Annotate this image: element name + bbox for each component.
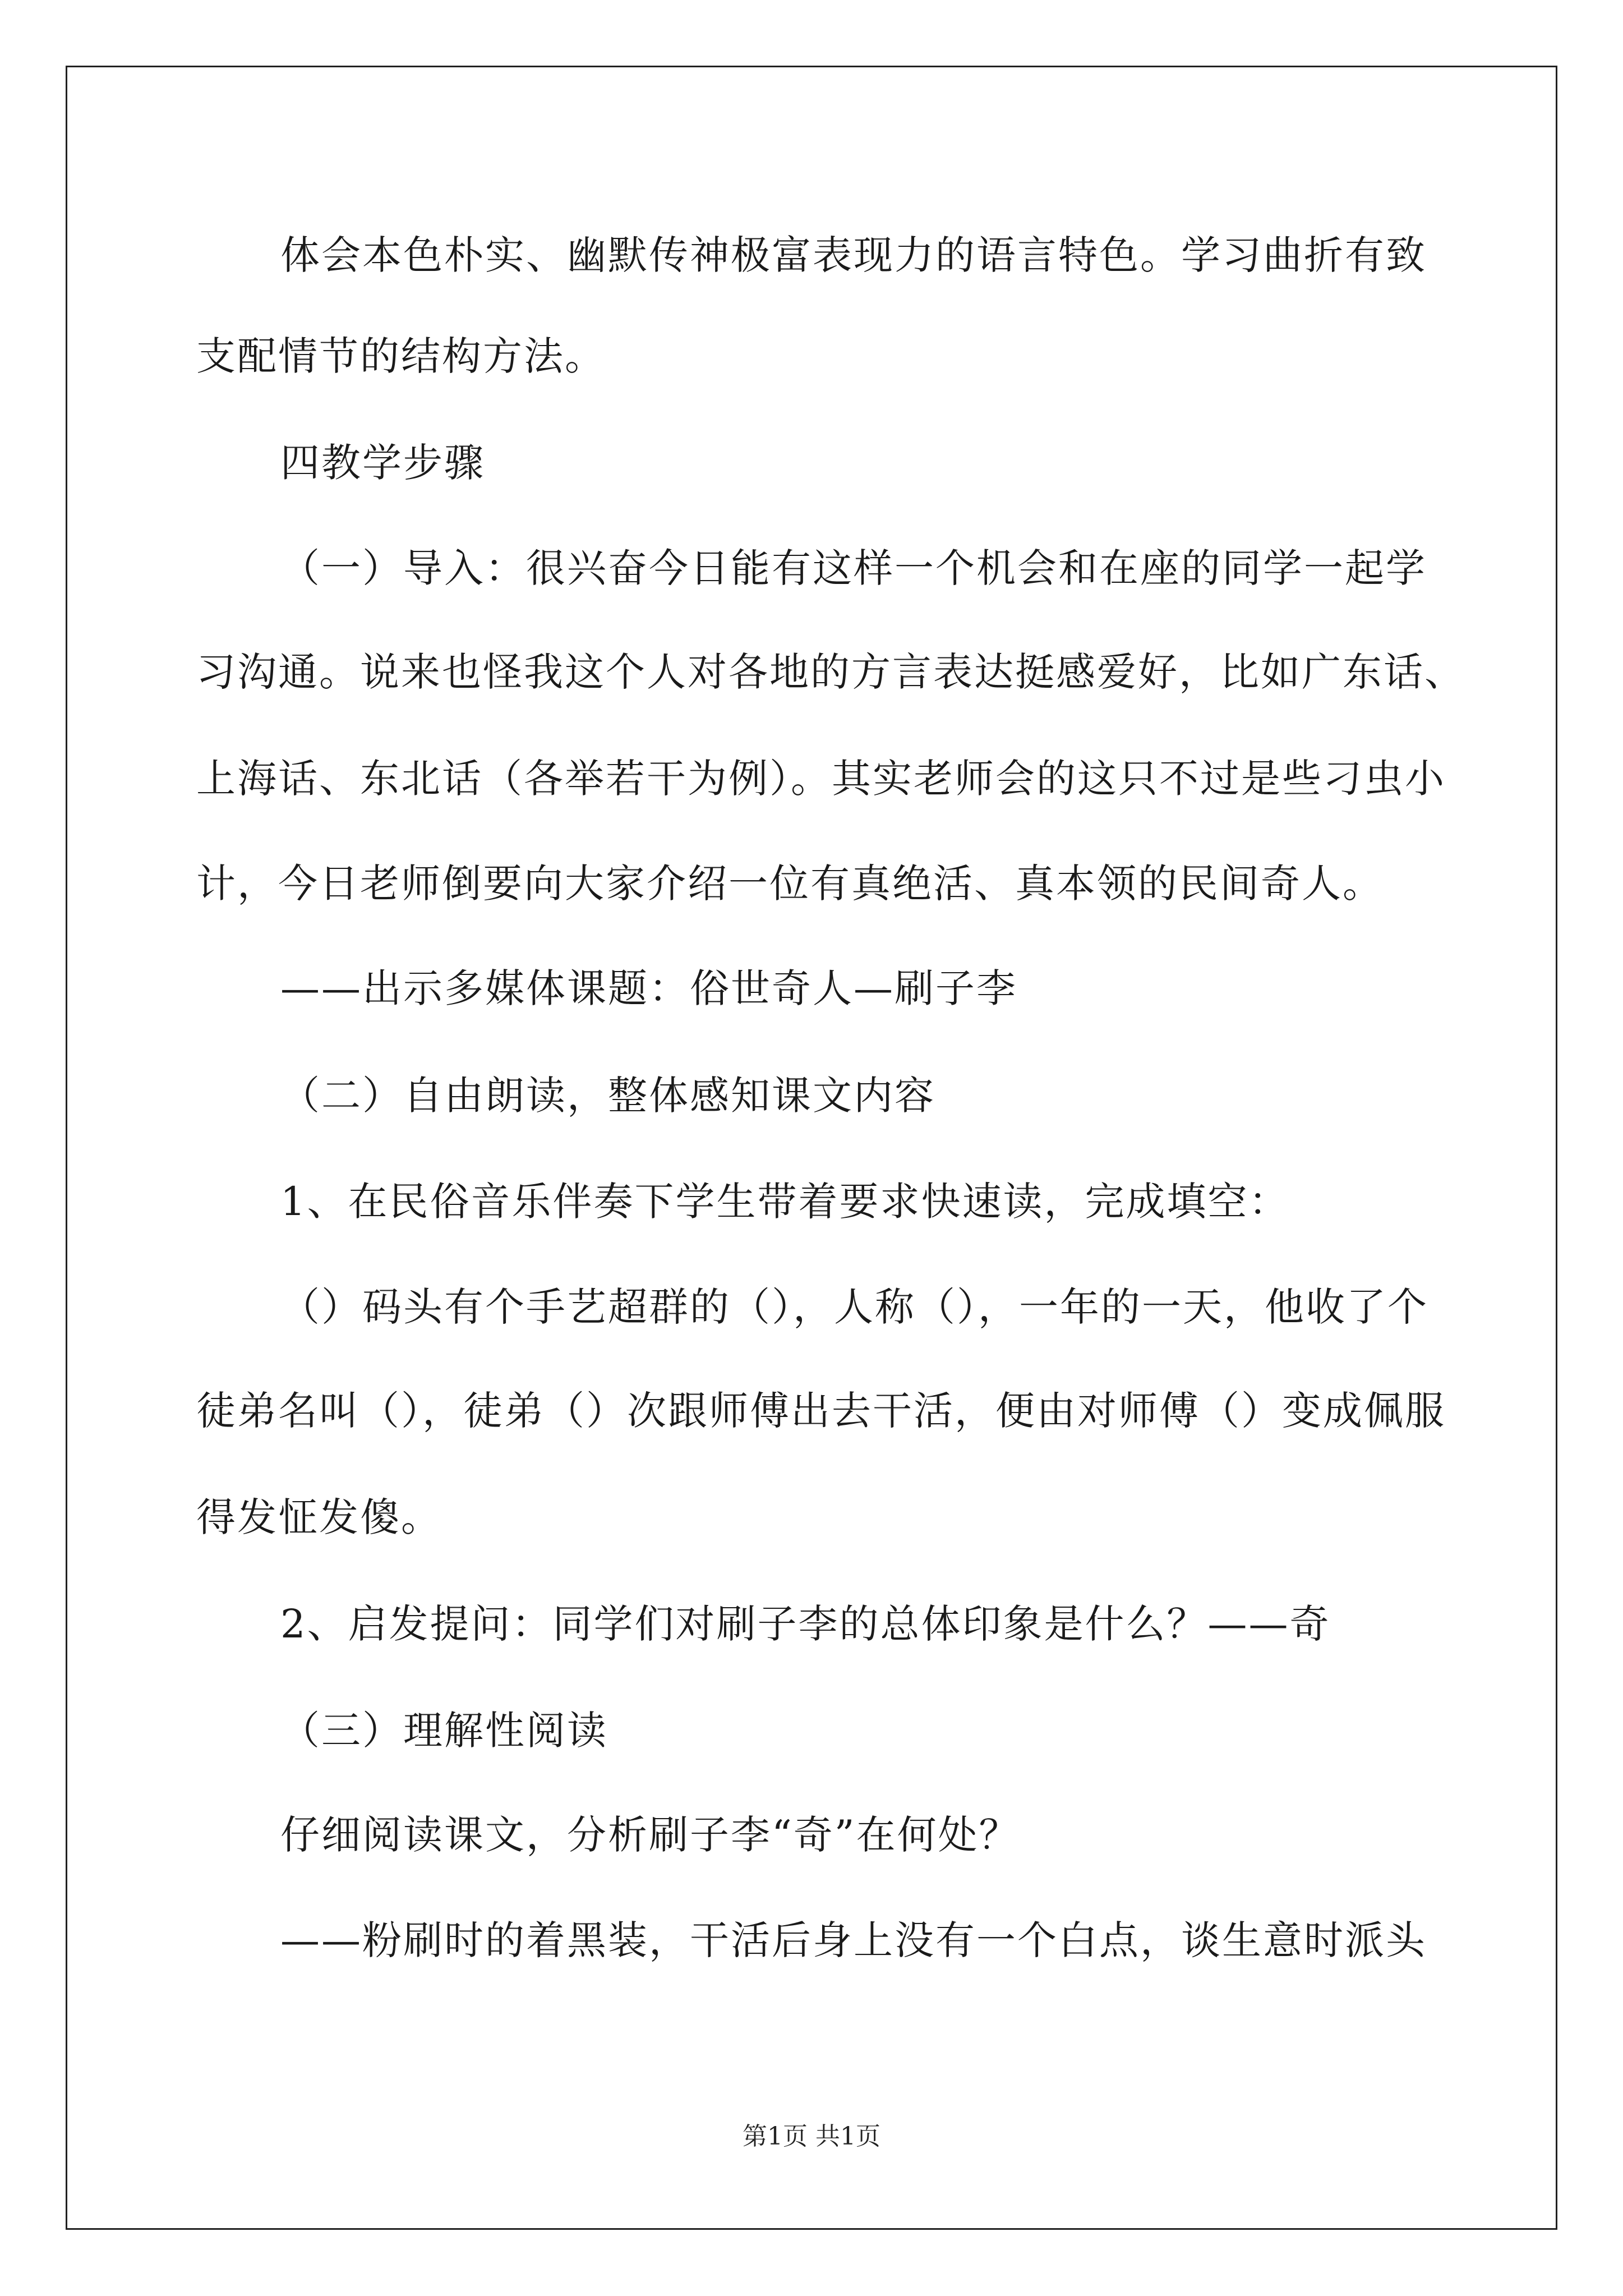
section-heading: （三）理解性阅读: [280, 1708, 608, 1754]
text-line: （）码头有个手艺超群的（），人称（），一年的一天，他收了个: [280, 1284, 1428, 1330]
text-line: ——出示多媒体课题：俗世奇人—刷子李: [280, 965, 1017, 1011]
text-line: 2、启发提问：同学们对刷子李的总体印象是什么？——奇: [280, 1601, 1331, 1647]
text-line: 支配情节的结构方法。: [196, 333, 606, 379]
text-line: 得发怔发傻。: [196, 1494, 442, 1540]
page-border: [66, 66, 1557, 2230]
text-line: （一）导入：很兴奋今日能有这样一个机会和在座的同学一起学: [280, 545, 1427, 591]
text-line: 计，今日老师倒要向大家介绍一位有真绝活、真本领的民间奇人。: [196, 861, 1384, 907]
text-line: 上海话、东北话（各举若干为例）。其实老师会的这只不过是些刁虫小: [196, 756, 1446, 802]
section-heading: （二）自由朗读，整体感知课文内容: [280, 1073, 935, 1119]
text-line: 仔细阅读课文，分析刷子李“奇”在何处？: [280, 1812, 1020, 1858]
text-line: 徒弟名叫（），徒弟（）次跟师傅出去干活，便由对师傅（）变成佩服: [196, 1388, 1446, 1434]
section-heading: 四教学步骤: [280, 440, 485, 486]
text-line: 1、在民俗音乐伴奏下学生带着要求快速读，完成填空：: [280, 1179, 1290, 1225]
text-line: 习沟通。说来也怪我这个人对各地的方言表达挺感爱好，比如广东话、: [196, 649, 1465, 695]
text-line: ——粉刷时的着黑装，干活后身上没有一个白点，谈生意时派头: [280, 1917, 1427, 1963]
text-line: 体会本色朴实、幽默传神极富表现力的语言特色。学习曲折有致: [280, 232, 1427, 278]
page-number: 第1页 共1页: [743, 2122, 880, 2151]
